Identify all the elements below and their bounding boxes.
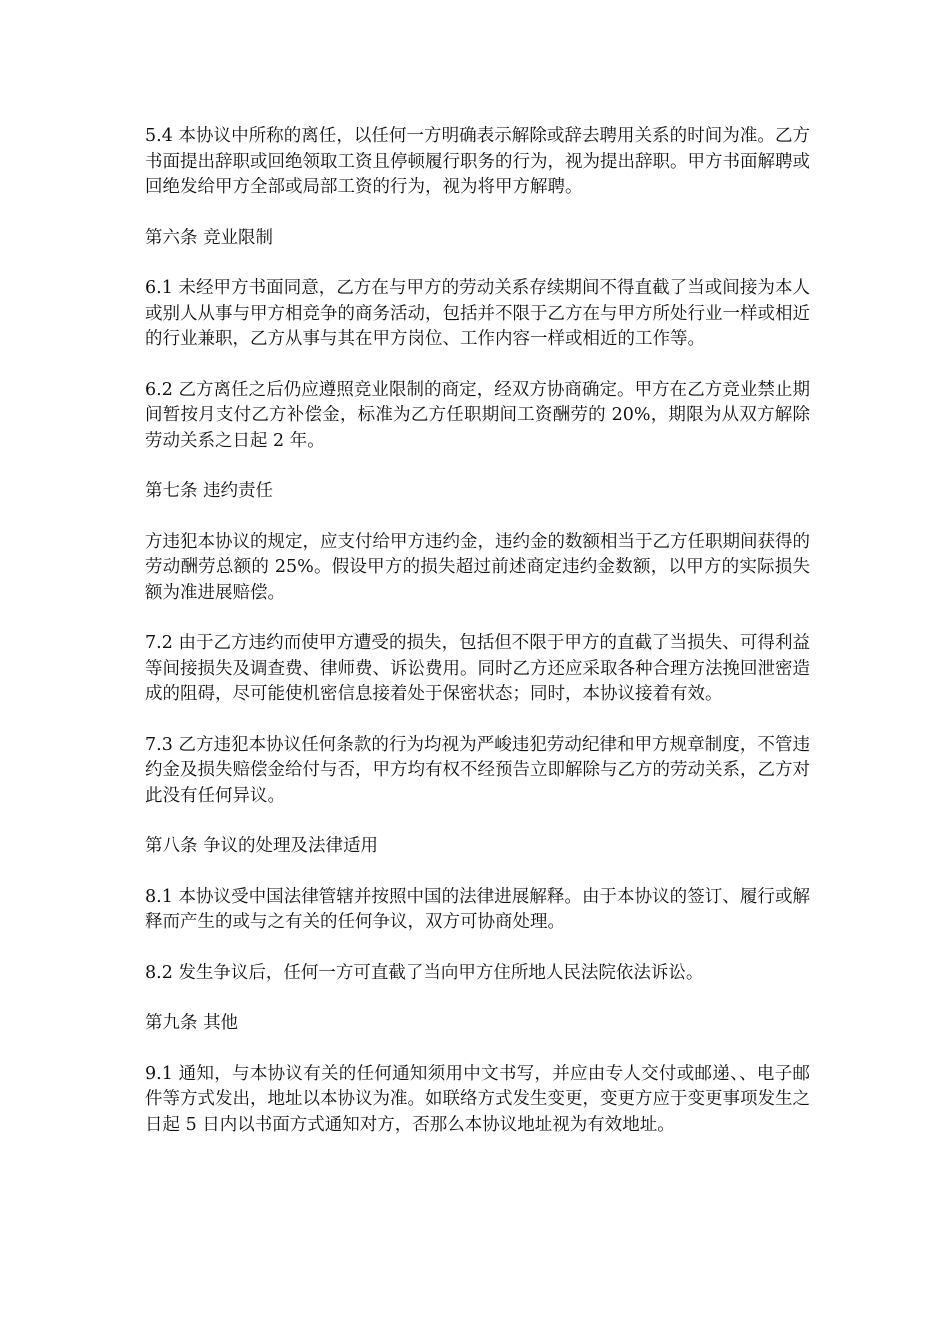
clause-6-2: 6.2 乙方离任之后仍应遵照竞业限制的商定，经双方协商确定。甲方在乙方竞业禁止期间暂按月支付乙方补偿金，标准为乙方任职期间工资酬劳的 20%，期限为从双方解除劳动关系之日起 2 年。 [145,379,810,451]
clause-9-1: 9.1 通知，与本协议有关的任何通知须用中文书写，并应由专人交付或邮递、、电子邮件等方式发出，地址以本协议为准。如联络方式发生变更，变更方应于变更事项发生之日起 5 日内以书面方式通知对方，否那么本协议地址视为有效地址。 [145,1063,810,1135]
article-7-heading: 第七条 违约责任 [145,481,274,501]
clause-7-2: 7.2 由于乙方违约而使甲方遭受的损失，包括但不限于甲方的直截了当损失、可得利益等间接损失及调查费、律师费、诉讼费用。同时乙方还应采取各种合理方法挽回泄密造成的阻碍，尽可能使机密信息接着处于保密状态；同时，本协议接着有效。 [145,633,810,704]
clause-8-1: 8.1 本协议受中国法律管辖并按照中国的法律进展解释。由于本协议的签订、履行或解释而产生的或与之有关的任何争议，双方可协商处理。 [145,886,810,932]
document-body [145,124,810,1163]
clause-8-2: 8.2 发生争议后，任何一方可直截了当向甲方住所地人民法院依法诉讼。 [145,962,704,983]
article-9-heading: 第九条 其他 [145,1013,239,1033]
clause-5-4: 5.4 本协议中所称的离任，以任何一方明确表示解除或辞去聘用关系的时间为准。乙方书面提出辞职或回绝领取工资且停顿履行职务的行为，视为提出辞职。甲方书面解聘或回绝发给甲方全部或局部工资的行为，视为将甲方解聘。 [145,126,810,197]
article-6-heading: 第六条 竞业限制 [145,227,274,248]
clause-7-3: 7.3 乙方违犯本协议任何条款的行为均视为严峻违犯劳动纪律和甲方规章制度，不管违约金及损失赔偿金给付与否，甲方均有权不经预告立即解除与乙方的劳动关系，乙方对此没有任何异议。 [145,734,810,806]
article-8-heading: 第八条 争议的处理及法律适用 [145,836,379,856]
clause-7-1: 方违犯本协议的规定，应支付给甲方违约金，违约金的数额相当于乙方任职期间获得的劳动酬劳总额的 25%。假设甲方的损失超过前述商定违约金数额，以甲方的实际损失额为准进展赔偿。 [145,531,810,603]
clause-6-1: 6.1 未经甲方书面同意，乙方在与甲方的劳动关系存续期间不得直截了当或间接为本人或别人从事与甲方相竞争的商务活动，包括并不限于乙方在与甲方所处行业一样或相近的行业兼职，乙方从事与其在甲方岗位、工作内容一样或相近的工作等。 [145,278,810,349]
